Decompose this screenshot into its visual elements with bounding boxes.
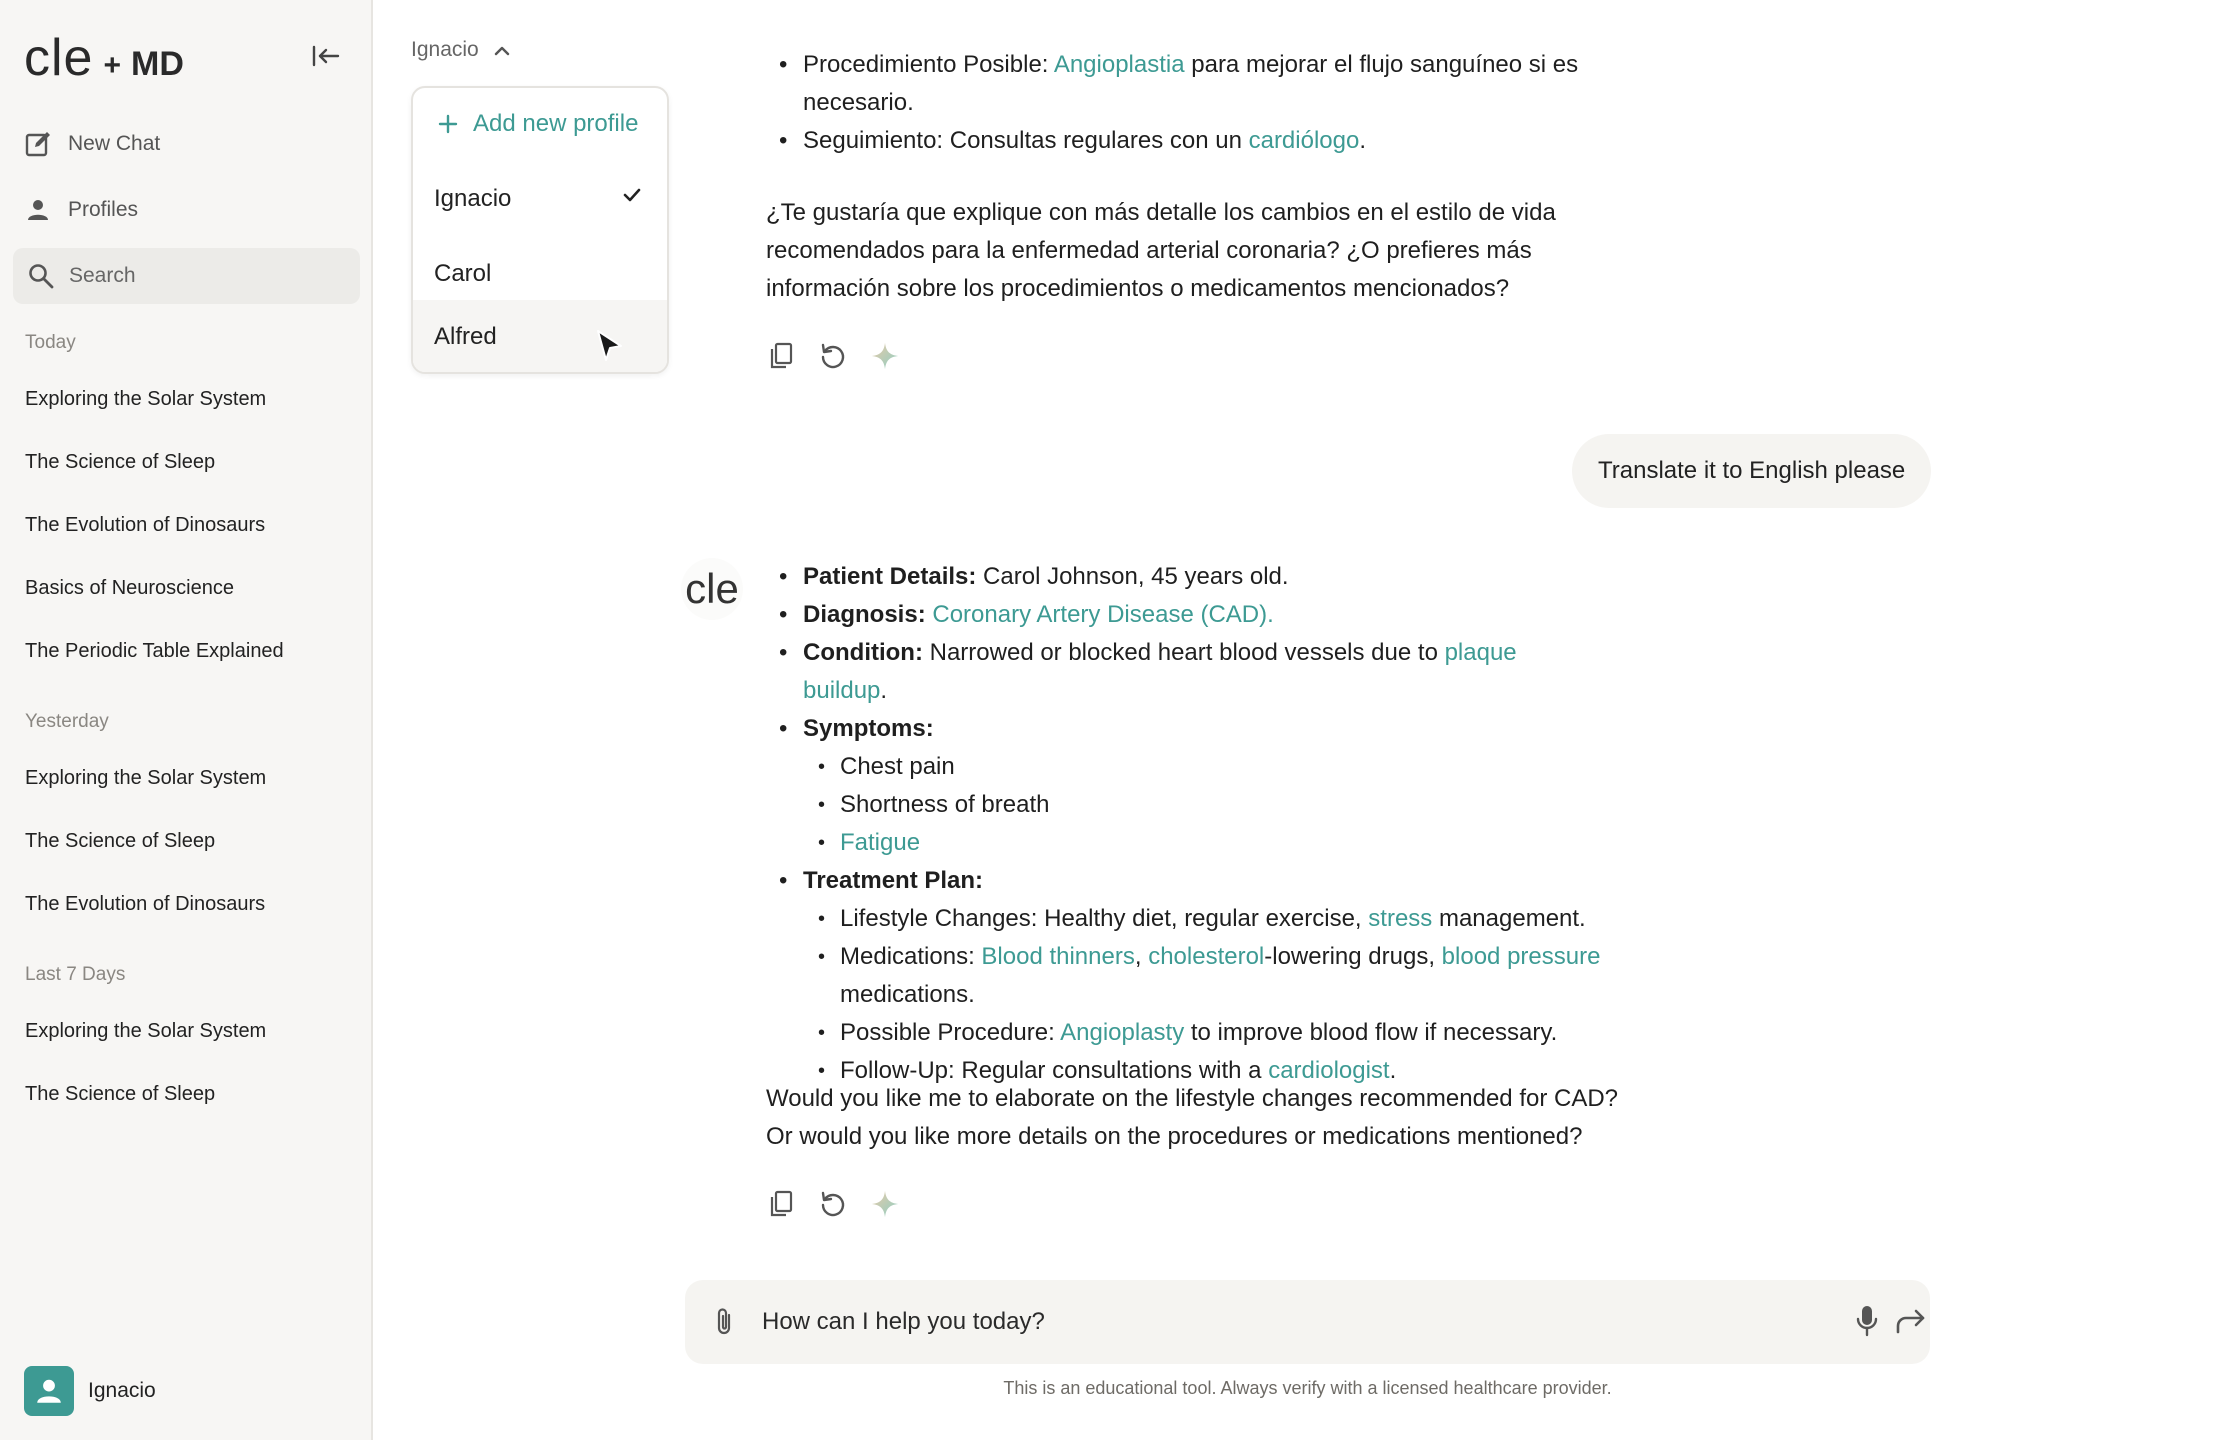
history-item[interactable]: Exploring the Solar System: [25, 767, 267, 789]
message-input[interactable]: [762, 1300, 1762, 1344]
edit-icon: [24, 130, 52, 158]
history-item[interactable]: Exploring the Solar System: [25, 1020, 267, 1042]
new-chat-button[interactable]: [24, 124, 160, 164]
section-yesterday: Yesterday: [25, 711, 109, 732]
copy-icon: [768, 341, 794, 371]
search-placeholder: Search: [69, 264, 136, 287]
copy-button[interactable]: [767, 340, 795, 372]
person-icon: [34, 1376, 64, 1406]
profiles-button[interactable]: [24, 190, 138, 230]
message-actions: [767, 1188, 899, 1220]
list-item: • Chest pain: [840, 748, 1603, 786]
term-link[interactable]: Fatigue: [840, 829, 921, 856]
current-profile-label: Ignacio: [411, 38, 479, 61]
previous-question: ¿Te gustaría que explique con más detalle los cambios en el estilo de vida recomendados para la enfermedad arterial coronaria? ¿O prefieres más información sobre los procedimientos o medicamentos mencionados?: [766, 199, 1556, 302]
person-icon: [24, 196, 52, 224]
list-item: • Medications: Blood thinners, cholesterol-lowering drugs, blood pressure medications.: [840, 938, 1603, 1014]
term-link[interactable]: Coronary Artery Disease (CAD).: [932, 601, 1274, 628]
collapse-left-icon: [311, 44, 341, 68]
sparkle-button[interactable]: [871, 1188, 899, 1220]
term-link[interactable]: cardiólogo: [1248, 127, 1360, 154]
list-item: [840, 824, 1603, 862]
section-last-7-days: Last 7 Days: [25, 964, 126, 985]
term-link[interactable]: Blood thinners: [981, 943, 1135, 970]
paperclip-icon[interactable]: [713, 1306, 735, 1338]
logo-cle: cle: [24, 29, 94, 87]
list-item: • Treatment Plan: • Lifestyle Changes: Healthy diet, regular exercise, stress management. • Medications: Blood thinners, cholesterol-lowering drugs, blood pressure medications. • Possible Procedure: Angioplasty to improve blood flow if necessary. • Follow-Up: Regular consultations with a cardiologist.: [803, 862, 1603, 1090]
refresh-icon: [819, 1190, 847, 1218]
microphone-icon[interactable]: [1853, 1304, 1881, 1338]
history-item[interactable]: Basics of Neuroscience: [25, 577, 234, 599]
current-user[interactable]: [24, 1366, 156, 1416]
history-item[interactable]: The Evolution of Dinosaurs: [25, 514, 266, 536]
assistant-avatar: cle: [681, 558, 743, 620]
previous-assistant-message: [803, 46, 1583, 160]
message-actions: [767, 340, 899, 372]
app-logo[interactable]: [24, 28, 184, 88]
regenerate-button[interactable]: [819, 340, 847, 372]
collapse-sidebar-button[interactable]: [306, 38, 346, 74]
message-composer: [685, 1280, 1930, 1364]
list-item: • Procedimiento Posible: Angioplastia para mejorar el flujo sanguíneo si es necesario.: [803, 46, 1583, 122]
profile-option-label: Carol: [434, 260, 492, 287]
refresh-icon: [819, 342, 847, 370]
term-link[interactable]: blood pressure: [1441, 943, 1601, 970]
copy-icon: [768, 1189, 794, 1219]
history-item[interactable]: The Science of Sleep: [25, 830, 216, 852]
term-link[interactable]: Angioplasty: [1060, 1019, 1185, 1046]
regenerate-button[interactable]: [819, 1188, 847, 1220]
list-item: • Seguimiento: Consultas regulares con un cardiólogo.: [803, 122, 1583, 160]
history-item[interactable]: The Science of Sleep: [25, 451, 216, 473]
section-today: Today: [25, 332, 76, 353]
profile-option-label: Ignacio: [434, 185, 512, 212]
search-input[interactable]: [13, 248, 360, 304]
avatar: [24, 1366, 74, 1416]
assistant-reply: [803, 558, 1603, 1090]
send-icon[interactable]: [1895, 1306, 1927, 1336]
sparkle-icon: [871, 1189, 899, 1219]
term-link[interactable]: Angioplastia: [1053, 51, 1185, 78]
term-link[interactable]: plaque buildup: [803, 639, 1517, 704]
list-item: • Shortness of breath: [840, 786, 1603, 824]
list-item: • Lifestyle Changes: Healthy diet, regular exercise, stress management.: [840, 900, 1603, 938]
sparkle-icon: [871, 341, 899, 371]
sparkle-button[interactable]: [871, 340, 899, 372]
user-message-text: Translate it to English please: [1598, 457, 1906, 484]
history-item[interactable]: The Evolution of Dinosaurs: [25, 893, 266, 915]
copy-button[interactable]: [767, 1188, 795, 1220]
list-item: • Possible Procedure: Angioplasty to improve blood flow if necessary.: [840, 1014, 1603, 1052]
assistant-question: Would you like me to elaborate on the lifestyle changes recommended for CAD? Or would you like more details on the procedures or medications mentioned?: [766, 1085, 1619, 1150]
list-item: • Condition: Narrowed or blocked heart blood vessels due to plaque buildup.: [803, 634, 1603, 710]
list-item: • Patient Details: Carol Johnson, 45 years old.: [803, 558, 1603, 596]
user-name: Ignacio: [88, 1379, 156, 1402]
new-chat-label: New Chat: [68, 132, 161, 155]
profile-option-label: Alfred: [434, 323, 497, 350]
history-item[interactable]: The Science of Sleep: [25, 1083, 216, 1105]
user-message-bubble: [1572, 434, 1931, 508]
logo-md: MD: [131, 45, 184, 83]
logo-plus: +: [103, 49, 122, 82]
search-icon: [27, 262, 55, 290]
chat-area: [373, 0, 2240, 1440]
list-item: • Follow-Up: Regular consultations with a cardiologist.: [840, 1052, 1603, 1090]
term-link[interactable]: stress: [1368, 905, 1433, 932]
list-item: • Diagnosis: Coronary Artery Disease (CAD).: [803, 596, 1603, 634]
profiles-label: Profiles: [68, 198, 139, 221]
history-item[interactable]: Exploring the Solar System: [25, 388, 267, 410]
term-link[interactable]: cardiologist: [1268, 1057, 1390, 1084]
list-item: • Symptoms: • Chest pain • Shortness of breath • Fatigue: [803, 710, 1603, 862]
sidebar: [0, 0, 373, 1440]
disclaimer-text: This is an educational tool. Always verify with a licensed healthcare provider.: [1003, 1378, 1612, 1398]
history-item[interactable]: The Periodic Table Explained: [25, 640, 284, 662]
add-new-profile-label: Add new profile: [473, 110, 639, 137]
term-link[interactable]: cholesterol: [1148, 943, 1265, 970]
